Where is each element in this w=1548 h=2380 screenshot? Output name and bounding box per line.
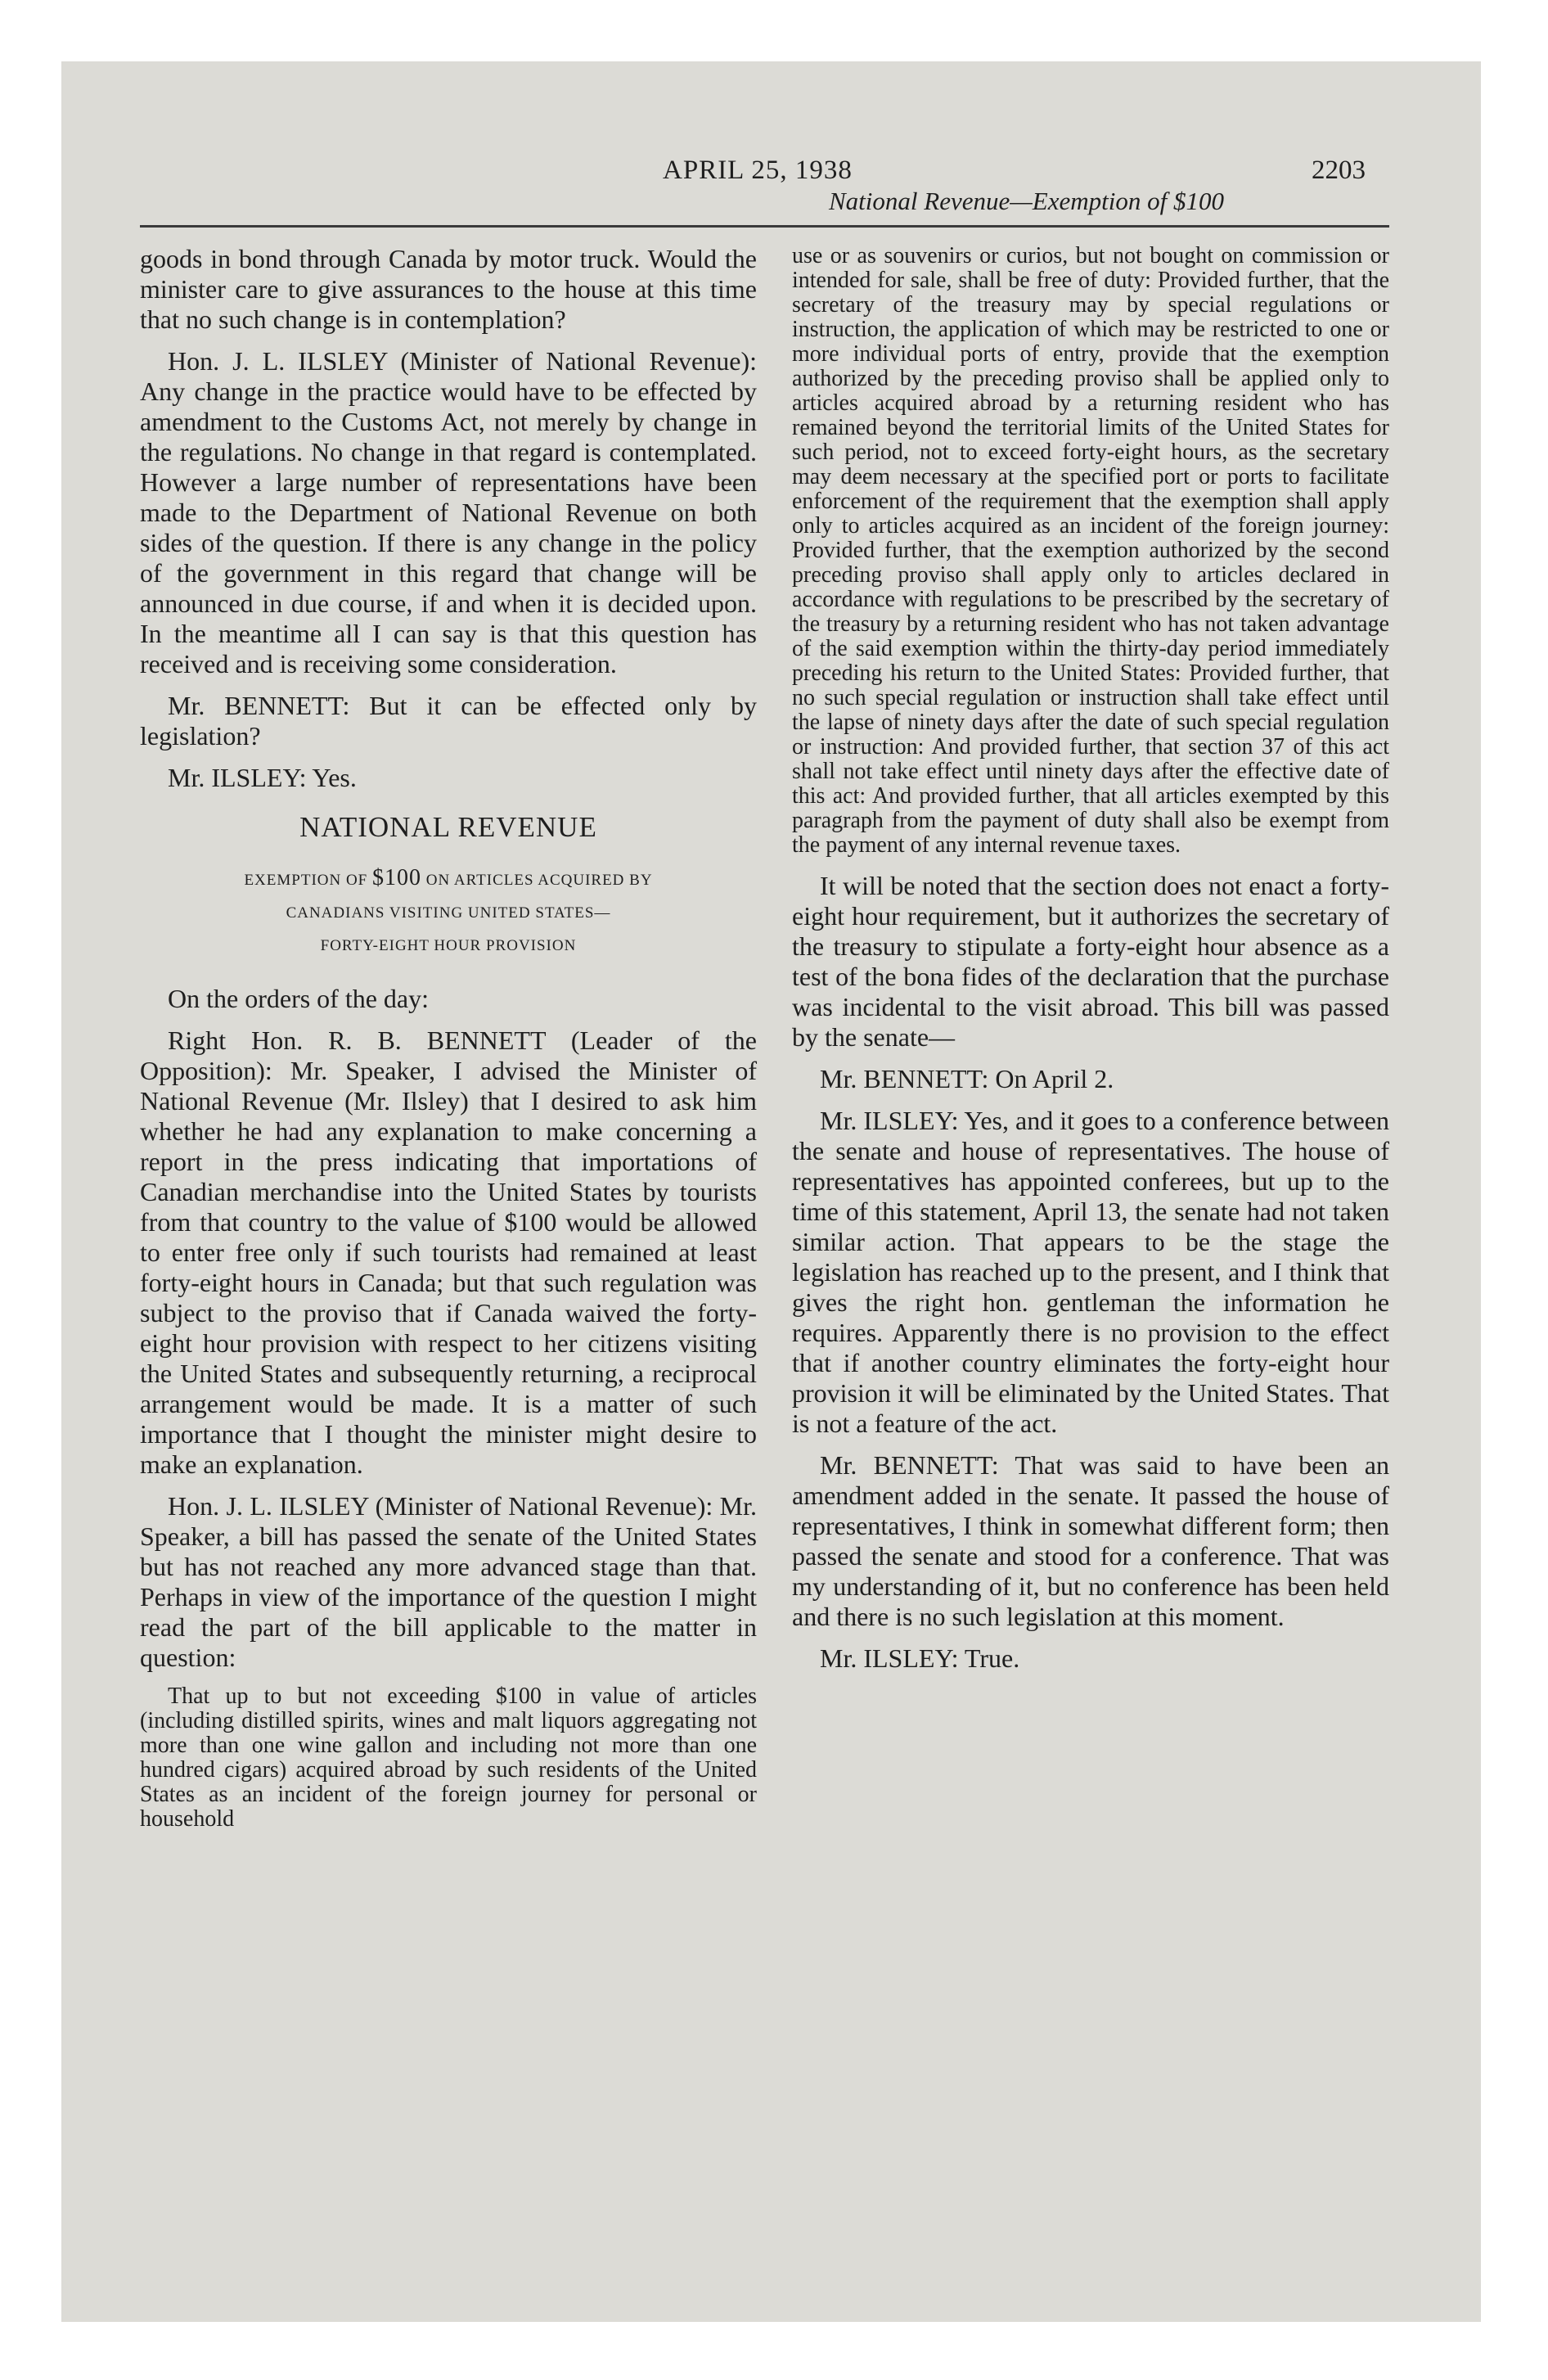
subheading-part: EXEMPTION OF <box>244 872 372 889</box>
paragraph: Mr. BENNETT: But it can be effected only by legislation? <box>140 691 757 751</box>
subheading-amount: $100 <box>372 865 421 890</box>
page-date: APRIL 25, 1938 <box>663 156 853 185</box>
paragraph: Mr. ILSLEY: Yes, and it goes to a conference between the senate and house of representatives. The house of representatives has appointed conferees, but up to the time of this statement, April 13, the senate had not taken similar action. That appears to be the stage the legislation has reached up to the present, and I think that gives the right hon. gentleman the information he requires. Apparently there is no provision to the effect that if another country eliminates the forty-eight hour provision it will be eliminated by the United States. That is not a feature of the act. <box>792 1106 1389 1438</box>
paragraph: It will be noted that the section does not enact a forty-eight hour requirement, but it authorizes the secretary of the treasury to stipulate a forty-eight hour absence as a test of the bona fides of the declaration that the purchase was incidental to the visit abroad. This bill was passed by the senate— <box>792 871 1389 1052</box>
paragraph: Hon. J. L. ILSLEY (Minister of National Revenue): Mr. Speaker, a bill has passed the senate of the United States but has not reached any more advanced stage than that. Perhaps in view of the importance of the question I might read the part of the bill applicable to the matter in question: <box>140 1491 757 1672</box>
paragraph: goods in bond through Canada by motor truck. Would the minister care to give assurances to the house at this time that no such change is in contemplation? <box>140 244 757 334</box>
section-subheading <box>140 862 757 962</box>
paragraph: On the orders of the day: <box>168 984 430 1013</box>
header-rule <box>140 225 1389 228</box>
quoted-bill-text: use or as souvenirs or curios, but not bought on commission or intended for sale, shall be free of duty: Provided further, that the secretary of the treasury may by special regulations or instruction, the application of which may be restricted to one or more individual ports of entry, provide that the exemption authorized by the preceding proviso shall be applied only to articles acquired abroad by a returning resident who has remained beyond the territorial limits of the United States for such period, not to exceed forty-eight hours, as the secretary may deem necessary at the specified port or ports to facilitate enforcement of the requirement that the exemption shall apply only to articles acquired as an incident of the foreign journey: Provided further, that the exemption authorized by the second preceding proviso shall apply only to articles declared in accordance with regulations to be prescribed by the secretary of the treasury by a returning resident who has not taken advantage of the said exemption within the thirty-day period immediately preceding his return to the United States: Provided further, that no such special regulation or instruction shall take effect until the lapse of ninety days after the date of such special regulation or instruction: And provided further, that section 37 of this act shall not take effect until ninety days after the effective date of this act: And provided further, that all articles exempted by this paragraph from the payment of duty shall also be exempt from the payment of any internal revenue taxes. <box>792 243 1389 858</box>
paragraph: Hon. J. L. ILSLEY (Minister of National Revenue): Any change in the practice would have to be effected by amendment to the Customs Act, not merely by change in the regulations. No change in that regard is contemplated. However a large number of representations have been made to the Department of National Revenue on both sides of the question. If there is any change in the policy of the government in this regard that change will be announced in due course, if and when it is decided upon. In the meantime all I can say is that this question has received and is receiving some consideration. <box>140 346 757 678</box>
paragraph: Mr. ILSLEY: Yes. <box>168 763 357 792</box>
right-column <box>792 244 1389 1685</box>
subheading-line: CANADIANS VISITING UNITED STATES— <box>286 904 611 922</box>
paragraph: Mr. ILSLEY: True. <box>820 1643 1020 1673</box>
paragraph: Mr. BENNETT: That was said to have been an amendment added in the senate. It passed the house of representatives, I think in somewhat different form; then passed the senate and stood for a conference. That was my understanding of it, but no conference has been held and there is no such legislation at this moment. <box>792 1450 1389 1631</box>
left-column <box>140 244 757 1845</box>
quoted-bill-text: That up to but not exceeding $100 in value of articles (including distilled spirits, wines and malt liquors aggregating not more than one wine gallon and including not more than one hundred cigars) acquired abroad by such residents of the United States as an incident of the foreign journey for personal or household <box>140 1684 757 1832</box>
paragraph: Right Hon. R. B. BENNETT (Leader of the Opposition): Mr. Speaker, I advised the Minister of National Revenue (Mr. Ilsley) that I desired to ask him whether he had any explanation to make concerning a report in the press indicating that importations of Canadian merchandise into the United States by tourists from that country to the value of $100 would be allowed to enter free only if such tourists had remained at least forty-eight hours in Canada; but that such regulation was subject to the proviso that if Canada waived the forty-eight hour provision with respect to her citizens visiting the United States and subsequently returning, a reciprocal arrangement would be made. It is a matter of such importance that I thought the minister might desire to make an explanation. <box>140 1025 757 1479</box>
subheading-line: FORTY-EIGHT HOUR PROVISION <box>320 937 577 954</box>
paragraph: Mr. BENNETT: On April 2. <box>820 1064 1114 1093</box>
running-head: National Revenue—Exemption of $100 <box>829 187 1224 215</box>
page-number: 2203 <box>1312 156 1366 185</box>
section-heading: NATIONAL REVENUE <box>299 811 597 843</box>
subheading-part: ON ARTICLES ACQUIRED BY <box>421 872 653 889</box>
